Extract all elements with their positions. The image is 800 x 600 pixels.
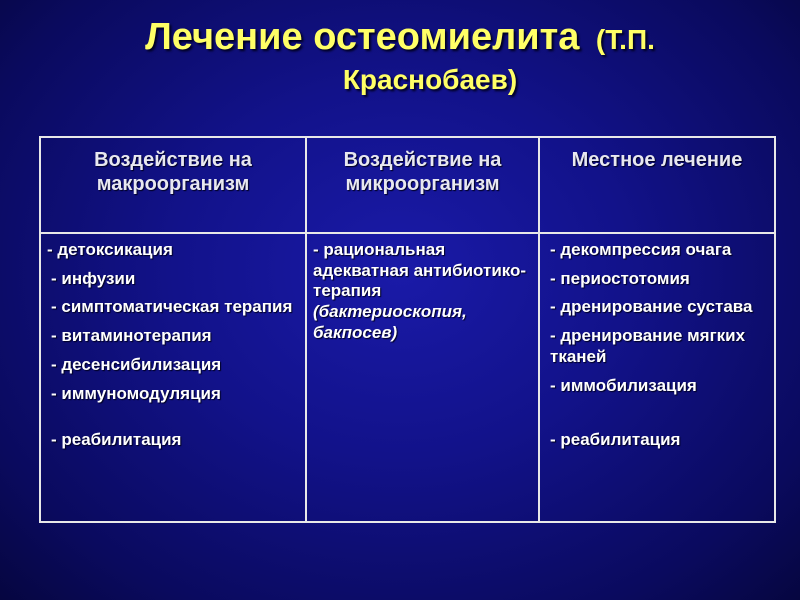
title-author-part1: (Т.П. [595,24,655,55]
local-list [540,234,774,451]
list-item: - дренирование сустава [550,297,753,317]
list-item: - витаминотерапия [51,326,212,346]
header-local-treatment: Местное лечение [539,137,775,233]
list-item: - дренирование мягких тканей [550,326,746,366]
list-item: - периостотомия [550,268,690,288]
header-macroorganism: Воздействие на макроорганизм [40,137,306,233]
list-item: - иммобилизация [550,375,697,395]
list-item: - детоксикация [47,240,173,259]
antibiotic-therapy-note: (бактериоскопия, бакпосев) [313,302,467,342]
title-line-1 [0,18,800,56]
table-header-row [40,137,775,233]
header-microorganism: Воздействие на микроорганизм [306,137,539,233]
slide-title [0,18,800,94]
list-item: - инфузии [51,268,136,288]
title-author-part2: Краснобаев) [342,64,518,95]
macro-list [41,234,305,451]
cell-local-treatment [539,233,775,522]
list-item: - реабилитация [51,430,182,450]
list-item: - симптоматическая терапия [51,297,293,317]
antibiotic-therapy-text: - рациональная адекватная антибиотико-терапия [313,240,527,301]
treatment-table [39,136,776,523]
micro-text [307,234,538,344]
list-item: - реабилитация [550,430,681,450]
list-item: - иммуномодуляция [51,383,221,403]
table-row [40,233,775,522]
list-item: - декомпрессия очага [550,240,732,259]
cell-microorganism [306,233,539,522]
list-item: - десенсибилизация [51,354,222,374]
title-main: Лечение остеомиелита [145,16,580,58]
cell-macroorganism [40,233,306,522]
